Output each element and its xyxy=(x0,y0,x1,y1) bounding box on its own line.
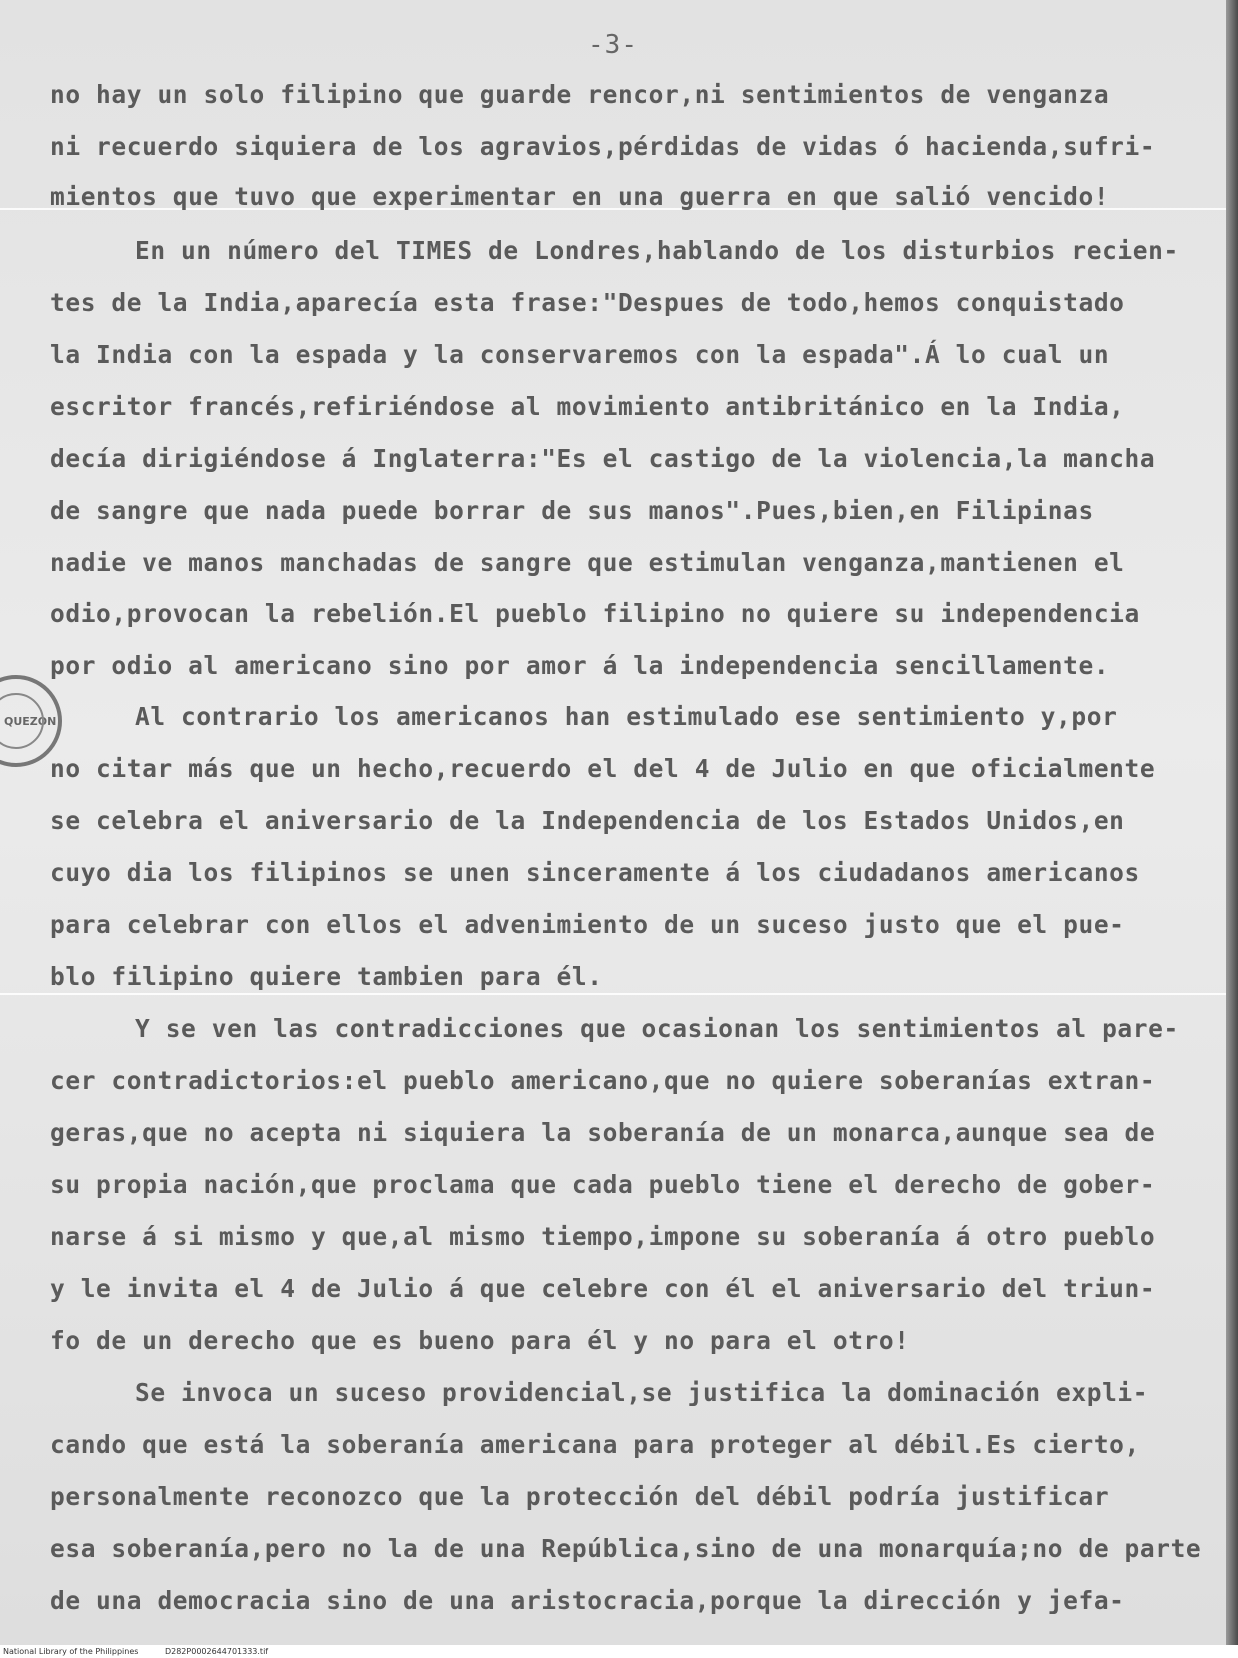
text-line: blo filipino quiere tambien para él. xyxy=(50,962,603,991)
text-line: de una democracia sino de una aristocracia,porque la dirección y jefa- xyxy=(50,1586,1125,1615)
text-line: esa soberanía,pero no la de una República,sino de una monarquía;no de parte xyxy=(50,1534,1202,1563)
text-line: mientos que tuvo que experimentar en una guerra en que salió vencido! xyxy=(50,182,1110,211)
stamp-text: QUEZON xyxy=(4,715,57,728)
footer-library: National Library of the Philippines xyxy=(3,1647,139,1656)
text-line: la India con la espada y la conservaremos con la espada".Á lo cual un xyxy=(50,340,1110,369)
text-line: nadie ve manos manchadas de sangre que estimulan venganza,mantienen el xyxy=(50,548,1125,577)
text-line: cer contradictorios:el pueblo americano,que no quiere soberanías extran- xyxy=(50,1066,1156,1095)
text-line: para celebrar con ellos el advenimiento de un suceso justo que el pue- xyxy=(50,910,1125,939)
page-number: -3- xyxy=(588,30,638,60)
text-line: cando que está la soberanía americana para proteger al débil.Es cierto, xyxy=(50,1430,1140,1459)
text-line: decía dirigiéndose á Inglaterra:"Es el castigo de la violencia,la mancha xyxy=(50,444,1156,473)
text-line: cuyo dia los filipinos se unen sinceramente á los ciudadanos americanos xyxy=(50,858,1140,887)
text-line: fo de un derecho que es bueno para él y no para el otro! xyxy=(50,1326,910,1355)
text-line: no hay un solo filipino que guarde rencor,ni sentimientos de venganza xyxy=(50,80,1110,109)
text-line: Se invoca un suceso providencial,se justifica la dominación expli- xyxy=(135,1378,1149,1407)
text-line: geras,que no acepta ni siquiera la soberanía de un monarca,aunque sea de xyxy=(50,1118,1156,1147)
text-line: personalmente reconozco que la protección del débil podría justificar xyxy=(50,1482,1110,1511)
text-line: Al contrario los americanos han estimulado ese sentimiento y,por xyxy=(135,702,1118,731)
text-line: no citar más que un hecho,recuerdo el del 4 de Julio en que oficialmente xyxy=(50,754,1156,783)
scan-footer xyxy=(0,1645,1238,1658)
text-line: se celebra el aniversario de la Independencia de los Estados Unidos,en xyxy=(50,806,1125,835)
text-line: narse á si mismo y que,al mismo tiempo,impone su soberanía á otro pueblo xyxy=(50,1222,1156,1251)
text-line: tes de la India,aparecía esta frase:"Despues de todo,hemos conquistado xyxy=(50,288,1125,317)
text-line: Y se ven las contradicciones que ocasionan los sentimientos al pare- xyxy=(135,1014,1179,1043)
text-line: de sangre que nada puede borrar de sus manos".Pues,bien,en Filipinas xyxy=(50,496,1094,525)
fold-line xyxy=(0,993,1226,995)
scan-edge-shadow xyxy=(1226,0,1238,1645)
text-line: odio,provocan la rebelión.El pueblo filipino no quiere su independencia xyxy=(50,599,1140,628)
text-line: y le invita el 4 de Julio á que celebre con él el aniversario del triun- xyxy=(50,1274,1156,1303)
text-line: por odio al americano sino por amor á la independencia sencillamente. xyxy=(50,651,1110,680)
text-line: su propia nación,que proclama que cada pueblo tiene el derecho de gober- xyxy=(50,1170,1156,1199)
text-line: En un número del TIMES de Londres,hablando de los disturbios recien- xyxy=(135,236,1179,265)
text-line: escritor francés,refiriéndose al movimiento antibritánico en la India, xyxy=(50,392,1125,421)
text-line: ni recuerdo siquiera de los agravios,pérdidas de vidas ó hacienda,sufri- xyxy=(50,132,1156,161)
footer-file: D282P0002644701333.tif xyxy=(164,1647,269,1656)
